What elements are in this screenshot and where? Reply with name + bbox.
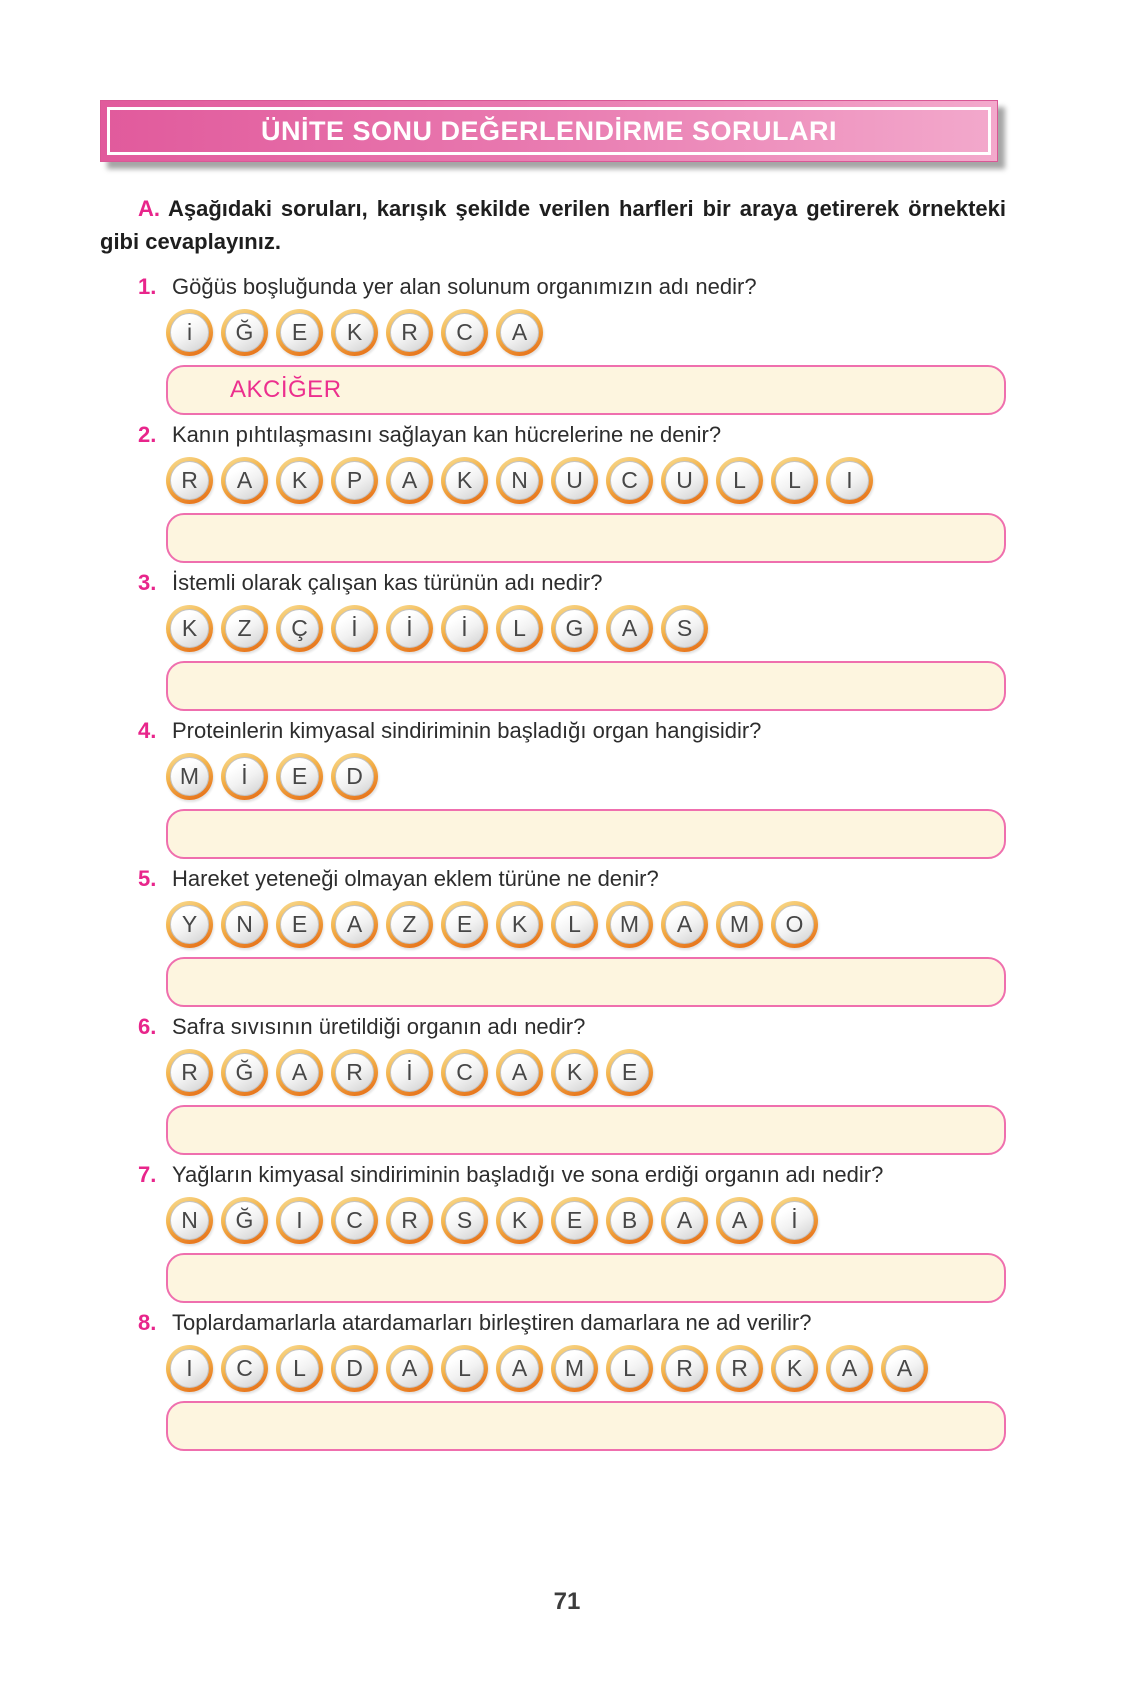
letter-circle-glyph: K — [280, 461, 319, 500]
letter-circle-glyph: O — [775, 905, 814, 944]
letter-circle-glyph: L — [500, 609, 539, 648]
letter-circle — [166, 901, 213, 948]
letter-circle — [661, 457, 708, 504]
letter-circle — [496, 457, 543, 504]
letter-circle-glyph: R — [335, 1053, 374, 1092]
question-line — [138, 1308, 1010, 1338]
letter-circle — [771, 457, 818, 504]
letter-circle — [661, 1197, 708, 1244]
letter-circle — [606, 901, 653, 948]
question-number: 3. — [138, 570, 157, 595]
letter-circle — [221, 605, 268, 652]
worksheet-page — [0, 100, 1134, 1688]
question-line — [138, 1012, 1010, 1042]
letter-circle-glyph: A — [500, 1053, 539, 1092]
letter-circle — [221, 309, 268, 356]
question-line — [138, 1160, 1010, 1190]
answer-text: AKCİĞER — [230, 376, 342, 403]
letter-circle-glyph: C — [445, 313, 484, 352]
letter-circle-glyph: K — [555, 1053, 594, 1092]
letter-circle-glyph: I — [280, 1201, 319, 1240]
letter-circles-row — [166, 1197, 1010, 1244]
letter-circle — [551, 901, 598, 948]
letter-circle-glyph: Z — [225, 609, 264, 648]
question-line — [138, 864, 1010, 894]
letter-circle — [551, 457, 598, 504]
letter-circle — [331, 1345, 378, 1392]
letter-circle-glyph: R — [665, 1349, 704, 1388]
question-text: İstemli olarak çalışan kas türünün adı nedir? — [172, 570, 603, 595]
letter-circle — [166, 753, 213, 800]
answer-box[interactable] — [166, 513, 1006, 563]
letter-circle — [331, 1049, 378, 1096]
letter-circle-glyph: A — [280, 1053, 319, 1092]
letter-circle — [331, 457, 378, 504]
letter-circle — [166, 1345, 213, 1392]
letter-circle — [716, 1197, 763, 1244]
letter-circle-glyph: Y — [170, 905, 209, 944]
letter-circle — [276, 1197, 323, 1244]
letter-circle — [166, 309, 213, 356]
question-block — [138, 716, 1010, 859]
letter-circle — [166, 1197, 213, 1244]
letter-circle — [606, 1197, 653, 1244]
letter-circle-glyph: D — [335, 757, 374, 796]
letter-circle — [166, 457, 213, 504]
question-text: Göğüs boşluğunda yer alan solunum organımızın adı nedir? — [172, 274, 757, 299]
letter-circle — [661, 1345, 708, 1392]
letter-circle — [386, 309, 433, 356]
letter-circle — [331, 753, 378, 800]
letter-circle-glyph: C — [225, 1349, 264, 1388]
letter-circle — [551, 1197, 598, 1244]
letter-circle-glyph: K — [500, 1201, 539, 1240]
letter-circle-glyph: R — [170, 1053, 209, 1092]
letter-circle-glyph: M — [610, 905, 649, 944]
letter-circle — [771, 901, 818, 948]
letter-circle — [221, 1197, 268, 1244]
letter-circle-glyph: İ — [335, 609, 374, 648]
letter-circle — [331, 309, 378, 356]
letter-circle-glyph: L — [720, 461, 759, 500]
letter-circle — [221, 901, 268, 948]
letter-circles-row — [166, 1049, 1010, 1096]
letter-circle-glyph: A — [720, 1201, 759, 1240]
letter-circle — [551, 1049, 598, 1096]
letter-circle — [496, 1345, 543, 1392]
letter-circle — [606, 457, 653, 504]
letter-circle — [386, 901, 433, 948]
answer-box[interactable] — [166, 1105, 1006, 1155]
letter-circle — [331, 901, 378, 948]
letter-circle — [386, 1049, 433, 1096]
letter-circle — [276, 1049, 323, 1096]
letter-circle-glyph: A — [830, 1349, 869, 1388]
letter-circle-glyph: B — [610, 1201, 649, 1240]
letter-circle-glyph: A — [500, 1349, 539, 1388]
letter-circle — [386, 605, 433, 652]
letter-circle-glyph: U — [665, 461, 704, 500]
letter-circle-glyph: E — [280, 757, 319, 796]
question-line — [138, 568, 1010, 598]
letter-circle — [276, 901, 323, 948]
letter-circle — [496, 309, 543, 356]
letter-circle — [551, 605, 598, 652]
letter-circle-glyph: S — [665, 609, 704, 648]
letter-circle-glyph: R — [390, 313, 429, 352]
question-number: 4. — [138, 718, 157, 743]
letter-circle — [276, 457, 323, 504]
letter-circle-glyph: N — [500, 461, 539, 500]
question-line — [138, 272, 1010, 302]
letter-circle-glyph: E — [445, 905, 484, 944]
letter-circle-glyph: R — [720, 1349, 759, 1388]
unit-header-banner — [100, 100, 998, 162]
letter-circle-glyph: A — [225, 461, 264, 500]
letter-circle — [661, 901, 708, 948]
letter-circle-glyph: K — [335, 313, 374, 352]
letter-circle-glyph: Ğ — [225, 313, 264, 352]
letter-circle — [716, 1345, 763, 1392]
letter-circle-glyph: A — [885, 1349, 924, 1388]
letter-circle-glyph: Ç — [280, 609, 319, 648]
question-block — [138, 1160, 1010, 1303]
answer-box[interactable] — [166, 661, 1006, 711]
letter-circle-glyph: N — [170, 1201, 209, 1240]
letter-circle — [276, 309, 323, 356]
letter-circle-glyph: S — [445, 1201, 484, 1240]
letter-circle — [496, 1197, 543, 1244]
letter-circle — [826, 457, 873, 504]
question-block — [138, 568, 1010, 711]
question-block — [138, 272, 1010, 415]
section-instruction — [100, 192, 1006, 258]
letter-circle-glyph: L — [610, 1349, 649, 1388]
letter-circles-row — [166, 1345, 1010, 1392]
question-number: 6. — [138, 1014, 157, 1039]
letter-circle — [661, 605, 708, 652]
letter-circle-glyph: A — [335, 905, 374, 944]
letter-circle — [221, 1049, 268, 1096]
letter-circle — [221, 753, 268, 800]
letter-circle — [441, 309, 488, 356]
letter-circle-glyph: M — [170, 757, 209, 796]
letter-circle — [441, 605, 488, 652]
letter-circle-glyph: N — [225, 905, 264, 944]
letter-circle — [716, 901, 763, 948]
question-number: 8. — [138, 1310, 157, 1335]
question-number: 2. — [138, 422, 157, 447]
letter-circle — [606, 605, 653, 652]
letter-circle — [881, 1345, 928, 1392]
question-text: Yağların kimyasal sindiriminin başladığı ve sona erdiği organın adı nedir? — [172, 1162, 884, 1187]
letter-circle-glyph: K — [500, 905, 539, 944]
question-text: Hareket yeteneği olmayan eklem türüne ne denir? — [172, 866, 659, 891]
letter-circle-glyph: i — [170, 313, 209, 352]
letter-circle — [441, 457, 488, 504]
letter-circle-glyph: İ — [445, 609, 484, 648]
letter-circle — [166, 605, 213, 652]
letter-circle — [331, 605, 378, 652]
letter-circle — [826, 1345, 873, 1392]
letter-circle-glyph: İ — [775, 1201, 814, 1240]
letter-circle-glyph: A — [500, 313, 539, 352]
letter-circle-glyph: A — [665, 1201, 704, 1240]
letter-circles-row — [166, 457, 1010, 504]
letter-circle — [166, 1049, 213, 1096]
section-label: A. — [138, 196, 160, 221]
letter-circle-glyph: İ — [390, 1053, 429, 1092]
letter-circle — [386, 1345, 433, 1392]
answer-box[interactable] — [166, 365, 1006, 415]
letter-circle-glyph: R — [170, 461, 209, 500]
letter-circle — [386, 1197, 433, 1244]
letter-circle-glyph: Z — [390, 905, 429, 944]
question-text: Proteinlerin kimyasal sindiriminin başladığı organ hangisidir? — [172, 718, 762, 743]
letter-circle — [441, 1345, 488, 1392]
letter-circle — [496, 901, 543, 948]
letter-circle-glyph: E — [555, 1201, 594, 1240]
letter-circle-glyph: K — [775, 1349, 814, 1388]
letter-circle-glyph: G — [555, 609, 594, 648]
letter-circle-glyph: R — [390, 1201, 429, 1240]
letter-circle-glyph: I — [170, 1349, 209, 1388]
letter-circle-glyph: K — [170, 609, 209, 648]
letter-circle-glyph: A — [610, 609, 649, 648]
letter-circle-glyph: K — [445, 461, 484, 500]
letter-circle — [386, 457, 433, 504]
answer-box[interactable] — [166, 1253, 1006, 1303]
letter-circle — [606, 1345, 653, 1392]
answer-box[interactable] — [166, 809, 1006, 859]
letter-circle — [441, 1197, 488, 1244]
letter-circle-glyph: E — [610, 1053, 649, 1092]
letter-circle-glyph: M — [720, 905, 759, 944]
unit-header-title: ÜNİTE SONU DEĞERLENDİRME SORULARI — [260, 115, 838, 146]
page-number: 71 — [553, 1588, 581, 1615]
letter-circle — [441, 901, 488, 948]
letter-circle — [496, 1049, 543, 1096]
question-number: 1. — [138, 274, 157, 299]
letter-circle-glyph: A — [390, 1349, 429, 1388]
letter-circle — [496, 605, 543, 652]
answer-box[interactable] — [166, 1401, 1006, 1451]
section-instruction-text: Aşağıdaki soruları, karışık şekilde verilen harfleri bir araya getirerek örnekteki gibi cevaplayınız. — [100, 196, 1006, 254]
question-text: Toplardamarlarla atardamarları birleştiren damarlara ne ad verilir? — [172, 1310, 812, 1335]
letter-circle-glyph: I — [830, 461, 869, 500]
letter-circle-glyph: L — [280, 1349, 319, 1388]
question-line — [138, 420, 1010, 450]
letter-circle — [606, 1049, 653, 1096]
question-block — [138, 1308, 1010, 1451]
letter-circle — [221, 1345, 268, 1392]
letter-circle — [771, 1345, 818, 1392]
question-line — [138, 716, 1010, 746]
letter-circle — [716, 457, 763, 504]
letter-circle — [331, 1197, 378, 1244]
letter-circle-glyph: İ — [225, 757, 264, 796]
unit-header-inner-frame — [107, 107, 991, 155]
question-block — [138, 864, 1010, 1007]
letter-circles-row — [166, 901, 1010, 948]
letter-circle-glyph: Ğ — [225, 1053, 264, 1092]
answer-box[interactable] — [166, 957, 1006, 1007]
question-block — [138, 1012, 1010, 1155]
letter-circle-glyph: Ğ — [225, 1201, 264, 1240]
letter-circle — [551, 1345, 598, 1392]
letter-circle — [276, 1345, 323, 1392]
letter-circles-row — [166, 605, 1010, 652]
letter-circle-glyph: İ — [390, 609, 429, 648]
question-number: 7. — [138, 1162, 157, 1187]
letter-circles-row — [166, 753, 1010, 800]
question-text: Safra sıvısının üretildiği organın adı nedir? — [172, 1014, 586, 1039]
question-number: 5. — [138, 866, 157, 891]
letter-circle-glyph: P — [335, 461, 374, 500]
letter-circle-glyph: A — [665, 905, 704, 944]
letter-circle-glyph: C — [445, 1053, 484, 1092]
letter-circle-glyph: D — [335, 1349, 374, 1388]
question-text: Kanın pıhtılaşmasını sağlayan kan hücrelerine ne denir? — [172, 422, 722, 447]
letter-circle-glyph: C — [610, 461, 649, 500]
letter-circle — [221, 457, 268, 504]
letter-circle — [276, 605, 323, 652]
letter-circle-glyph: E — [280, 905, 319, 944]
letter-circle — [771, 1197, 818, 1244]
letter-circle-glyph: U — [555, 461, 594, 500]
letter-circles-row — [166, 309, 1010, 356]
letter-circle-glyph: M — [555, 1349, 594, 1388]
letter-circle — [441, 1049, 488, 1096]
letter-circle-glyph: L — [775, 461, 814, 500]
letter-circle-glyph: C — [335, 1201, 374, 1240]
letter-circle — [276, 753, 323, 800]
letter-circle-glyph: E — [280, 313, 319, 352]
letter-circle-glyph: L — [555, 905, 594, 944]
letter-circle-glyph: L — [445, 1349, 484, 1388]
letter-circle-glyph: A — [390, 461, 429, 500]
questions-list — [0, 272, 1134, 1451]
question-block — [138, 420, 1010, 563]
